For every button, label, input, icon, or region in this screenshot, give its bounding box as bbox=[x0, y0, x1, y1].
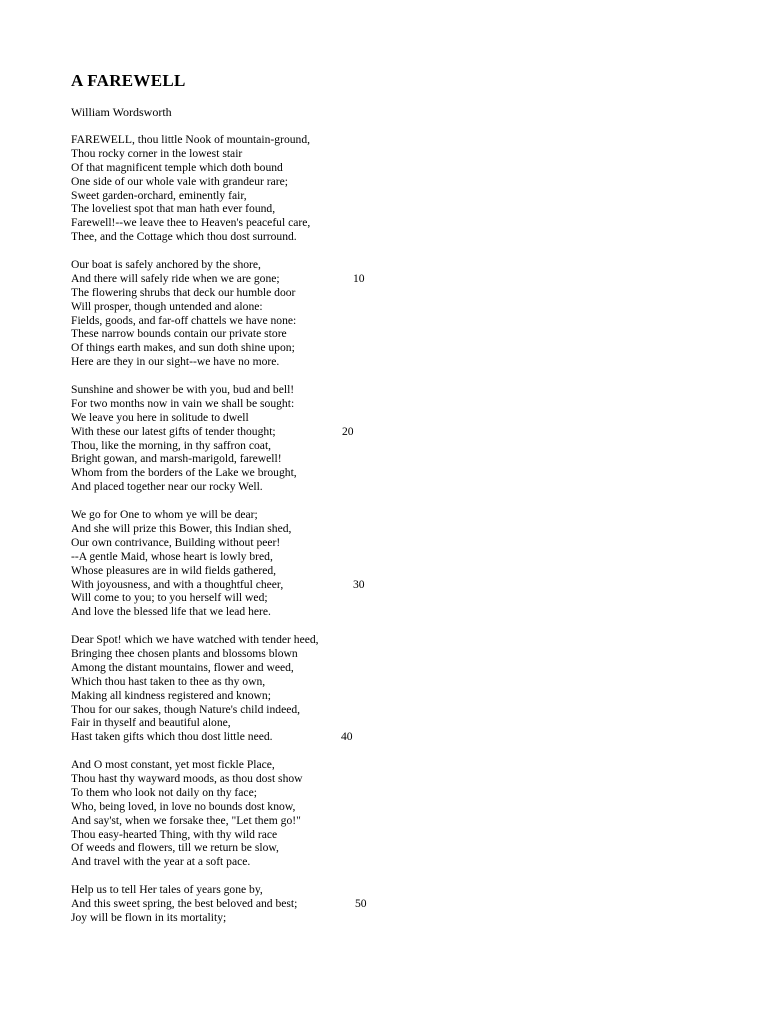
line-text: Which thou hast taken to thee as thy own, bbox=[71, 674, 266, 688]
line-number: 20 bbox=[342, 424, 354, 438]
line-text: These narrow bounds contain our private store bbox=[71, 327, 287, 341]
poem-title: A FAREWELL bbox=[71, 71, 186, 90]
line-text: Whom from the borders of the Lake we brought, bbox=[71, 466, 297, 480]
line-text: Making all kindness registered and known; bbox=[71, 688, 271, 702]
poem-line bbox=[71, 480, 731, 494]
poem-line bbox=[71, 911, 731, 925]
line-text: And say'st, when we forsake thee, "Let them go!" bbox=[71, 813, 301, 827]
line-text: We go for One to whom ye will be dear; bbox=[71, 508, 258, 522]
stanza bbox=[71, 508, 731, 619]
line-text: Among the distant mountains, flower and weed, bbox=[71, 660, 294, 674]
poem-line bbox=[71, 189, 731, 203]
poem-line bbox=[71, 258, 731, 272]
poem-line bbox=[71, 897, 731, 911]
poem-line bbox=[71, 452, 731, 466]
poem-line bbox=[71, 466, 731, 480]
poem-line bbox=[71, 841, 731, 855]
poem-line bbox=[71, 772, 731, 786]
line-text: Here are they in our sight--we have no more. bbox=[71, 355, 280, 369]
line-number: 10 bbox=[353, 271, 365, 285]
line-text: And there will safely ride when we are gone; bbox=[71, 271, 280, 285]
stanza bbox=[71, 883, 731, 925]
line-text: And O most constant, yet most fickle Place, bbox=[71, 758, 275, 772]
poem-line bbox=[71, 522, 731, 536]
line-text: Of that magnificent temple which doth bound bbox=[71, 160, 283, 174]
line-text: Bright gowan, and marsh-marigold, farewell! bbox=[71, 452, 282, 466]
line-text: And this sweet spring, the best beloved and best; bbox=[71, 896, 298, 910]
poem-line bbox=[71, 425, 731, 439]
poem-line bbox=[71, 341, 731, 355]
line-text: The loveliest spot that man hath ever found, bbox=[71, 202, 276, 216]
stanza bbox=[71, 758, 731, 869]
line-text: And travel with the year at a soft pace. bbox=[71, 855, 251, 869]
line-text: Thou easy-hearted Thing, with thy wild race bbox=[71, 827, 278, 841]
line-text: Bringing thee chosen plants and blossoms blown bbox=[71, 646, 298, 660]
poem-line bbox=[71, 327, 731, 341]
poem-line bbox=[71, 883, 731, 897]
poem-line bbox=[71, 397, 731, 411]
line-text: With joyousness, and with a thoughtful cheer, bbox=[71, 577, 284, 591]
line-text: To them who look not daily on thy face; bbox=[71, 785, 257, 799]
line-text: Fields, goods, and far-off chattels we have none: bbox=[71, 313, 297, 327]
poem-page bbox=[71, 70, 731, 939]
line-text: Hast taken gifts which thou dost little need. bbox=[71, 730, 273, 744]
poem-line bbox=[71, 758, 731, 772]
poem-line bbox=[71, 161, 731, 175]
poem-line bbox=[71, 508, 731, 522]
poem-line bbox=[71, 536, 731, 550]
line-text: Whose pleasures are in wild fields gathered, bbox=[71, 563, 277, 577]
stanza bbox=[71, 133, 731, 244]
line-text: Of weeds and flowers, till we return be slow, bbox=[71, 841, 279, 855]
poem-line bbox=[71, 133, 731, 147]
line-text: Sunshine and shower be with you, bud and bell! bbox=[71, 383, 295, 397]
poem-line bbox=[71, 230, 731, 244]
poem-line bbox=[71, 355, 731, 369]
line-text: Thou for our sakes, though Nature's child indeed, bbox=[71, 702, 301, 716]
line-text: For two months now in vain we shall be sought: bbox=[71, 396, 295, 410]
stanza bbox=[71, 383, 731, 494]
poem-line bbox=[71, 633, 731, 647]
line-text: Thou hast thy wayward moods, as thou dost show bbox=[71, 771, 303, 785]
line-text: Farewell!--we leave thee to Heaven's peaceful care, bbox=[71, 216, 311, 230]
line-text: We leave you here in solitude to dwell bbox=[71, 410, 249, 424]
poem-line bbox=[71, 855, 731, 869]
line-text: --A gentle Maid, whose heart is lowly bred, bbox=[71, 549, 273, 563]
line-text: The flowering shrubs that deck our humble door bbox=[71, 285, 296, 299]
line-text: And love the blessed life that we lead here. bbox=[71, 605, 271, 619]
poem-line bbox=[71, 689, 731, 703]
line-text: Joy will be flown in its mortality; bbox=[71, 910, 227, 924]
line-text: And placed together near our rocky Well. bbox=[71, 480, 263, 494]
line-number: 50 bbox=[355, 896, 367, 910]
line-text: Our own contrivance, Building without peer! bbox=[71, 535, 281, 549]
poem-line bbox=[71, 578, 731, 592]
line-text: Help us to tell Her tales of years gone by, bbox=[71, 883, 263, 897]
line-text: With these our latest gifts of tender thought; bbox=[71, 424, 276, 438]
poem-line bbox=[71, 605, 731, 619]
poem-line bbox=[71, 550, 731, 564]
line-text: Our boat is safely anchored by the shore, bbox=[71, 258, 261, 272]
poem-line bbox=[71, 786, 731, 800]
poem-line bbox=[71, 202, 731, 216]
line-text: One side of our whole vale with grandeur rare; bbox=[71, 174, 288, 188]
line-text: Thou, like the morning, in thy saffron coat, bbox=[71, 438, 272, 452]
stanza bbox=[71, 633, 731, 744]
poem-line bbox=[71, 716, 731, 730]
poem-line bbox=[71, 828, 731, 842]
poem-line bbox=[71, 175, 731, 189]
line-text: Sweet garden-orchard, eminently fair, bbox=[71, 188, 247, 202]
line-text: FAREWELL, thou little Nook of mountain-ground, bbox=[71, 133, 311, 146]
poem-line bbox=[71, 383, 731, 397]
poem-line bbox=[71, 800, 731, 814]
poem-line bbox=[71, 411, 731, 425]
poem-line bbox=[71, 814, 731, 828]
line-text: Will come to you; to you herself will wed; bbox=[71, 591, 268, 605]
line-text: Who, being loved, in love no bounds dost know, bbox=[71, 799, 296, 813]
line-text: Dear Spot! which we have watched with tender heed, bbox=[71, 633, 319, 647]
poem-line bbox=[71, 300, 731, 314]
line-text: Fair in thyself and beautiful alone, bbox=[71, 716, 231, 730]
poem-line bbox=[71, 147, 731, 161]
poem-body bbox=[71, 133, 731, 925]
poem-line bbox=[71, 286, 731, 300]
poem-author: William Wordsworth bbox=[71, 105, 172, 119]
poem-line bbox=[71, 730, 731, 744]
poem-line bbox=[71, 564, 731, 578]
poem-line bbox=[71, 675, 731, 689]
line-text: Will prosper, though untended and alone: bbox=[71, 299, 263, 313]
poem-line bbox=[71, 439, 731, 453]
line-text: And she will prize this Bower, this Indian shed, bbox=[71, 521, 292, 535]
stanza bbox=[71, 258, 731, 369]
poem-line bbox=[71, 272, 731, 286]
poem-line bbox=[71, 647, 731, 661]
line-number: 40 bbox=[341, 730, 353, 744]
line-text: Of things earth makes, and sun doth shine upon; bbox=[71, 341, 295, 355]
poem-line bbox=[71, 703, 731, 717]
poem-line bbox=[71, 661, 731, 675]
poem-line bbox=[71, 216, 731, 230]
poem-line bbox=[71, 314, 731, 328]
line-text: Thou rocky corner in the lowest stair bbox=[71, 146, 243, 160]
line-number: 30 bbox=[353, 577, 365, 591]
line-text: Thee, and the Cottage which thou dost surround. bbox=[71, 230, 297, 244]
poem-line bbox=[71, 591, 731, 605]
